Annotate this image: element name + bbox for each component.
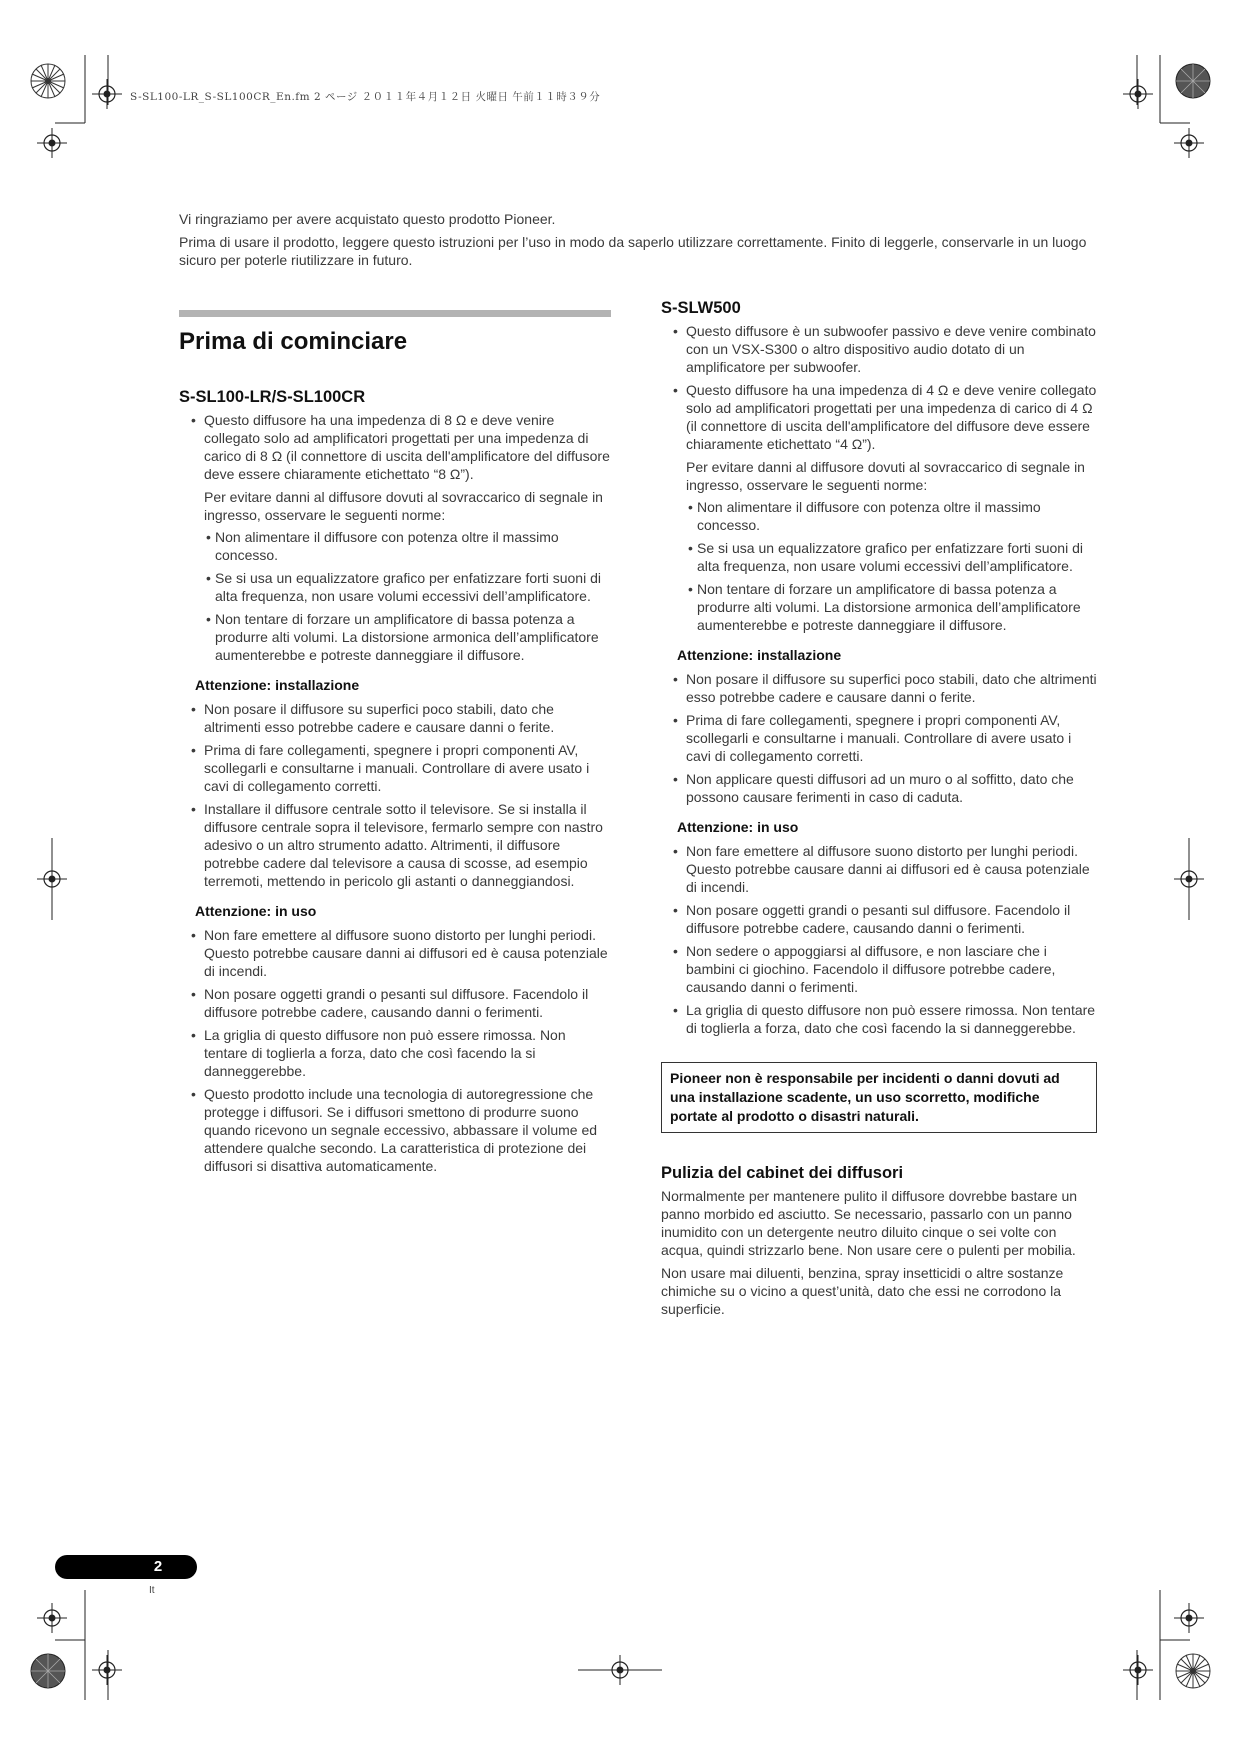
disclaimer-box: Pioneer non è responsabile per incidenti o danni dovuti ad una installazione scadente, un uso scorretto, modifiche portate al prodotto o disastri naturali. bbox=[661, 1062, 1097, 1133]
left-column bbox=[179, 310, 611, 1180]
model-title-sl100: S-SL100-LR/S-SL100CR bbox=[179, 388, 366, 406]
list-item: • Se si usa un equalizzatore grafico per enfatizzare forti suoni di alta frequenza, non usare volumi eccessivi dell’amplificatore. bbox=[204, 569, 611, 605]
install-heading: Attenzione: installazione bbox=[195, 677, 360, 693]
sunburst-mark-bottom-left bbox=[30, 1653, 66, 1689]
list-item: • Non tentare di forzare un amplificatore di bassa potenza a produrre alti volumi. La distorsione armonica dell’amplificatore aumenterebbe e potreste danneggiare il diffusore. bbox=[686, 580, 1097, 634]
registration-mark-bottom-left bbox=[92, 1655, 122, 1685]
right-column bbox=[661, 298, 1097, 1323]
sl100-spec-list bbox=[179, 411, 611, 483]
section-title: Prima di cominciare bbox=[179, 328, 408, 355]
registration-mark-right-upper bbox=[1174, 128, 1204, 158]
list-item: • Non posare oggetti grandi o pesanti sul diffusore. Facendolo il diffusore potrebbe cadere, causando danni o ferimenti. bbox=[661, 901, 1097, 937]
model-title-slw500: S-SLW500 bbox=[661, 299, 741, 317]
registration-mark-top-left bbox=[92, 79, 122, 109]
list-item: • Non fare emettere al diffusore suono distorto per lunghi periodi. Questo potrebbe causare danni ai diffusori ed è causa potenziale di incendi. bbox=[179, 926, 611, 980]
use-heading: Attenzione: in uso bbox=[195, 903, 317, 919]
use-list bbox=[661, 842, 1097, 1037]
install-heading: Attenzione: installazione bbox=[677, 647, 842, 663]
install-list bbox=[179, 700, 611, 890]
list-item: • Questo prodotto include una tecnologia di autoregressione che protegge i diffusori. Se i diffusori smettono di produrre suono quando ricevono un segnale eccessivo, abbassare il volume ed attendere qualche secondo. La caratteristica di protezione dei diffusori si disattiva automaticamente. bbox=[179, 1085, 611, 1175]
use-heading: Attenzione: in uso bbox=[677, 819, 799, 835]
list-item: • Non posare il diffusore su superfici poco stabili, dato che altrimenti esso potrebbe cadere e causare danni o ferite. bbox=[179, 700, 611, 736]
list-item: • Non posare oggetti grandi o pesanti sul diffusore. Facendolo il diffusore potrebbe cadere, causando danni o ferimenti. bbox=[179, 985, 611, 1021]
list-item: • Non alimentare il diffusore con potenza oltre il massimo concesso. bbox=[686, 498, 1097, 534]
list-item: • Installare il diffusore centrale sotto il televisore. Se si installa il diffusore centrale sopra il televisore, fermarlo sempre con nastro adesivo o un altro strumento adatto. Altrimenti, il diffusore potrebbe cadere dal televisore a causa di scosse, ad esempio terremoti, mettendo in pericolo gli astanti o danneggiandosi. bbox=[179, 800, 611, 890]
intro-thanks: Vi ringraziamo per avere acquistato questo prodotto Pioneer. bbox=[179, 211, 556, 227]
section-rule bbox=[179, 310, 611, 317]
list-item: • Non alimentare il diffusore con potenza oltre il massimo concesso. bbox=[204, 528, 611, 564]
impedance-text: Questo diffusore ha una impedenza di 8 Ω e deve venire collegato solo ad amplificatori progettati per una impedenza di carico di 8 Ω (il connettore di uscita dell'amplificatore del diffusore deve essere chiaramente etichettato “8 Ω”). bbox=[204, 412, 610, 482]
cleaning-title: Pulizia del cabinet dei diffusori bbox=[661, 1164, 904, 1182]
overload-note: Per evitare danni al diffusore dovuti al sovraccarico di segnale in ingresso, osservare le seguenti norme: bbox=[204, 489, 603, 523]
crop-line-right-middle bbox=[1188, 838, 1190, 920]
list-item: • La griglia di questo diffusore non può essere rimossa. Non tentare di toglierla a forza, dato che così facendo la si danneggerebbe. bbox=[661, 1001, 1097, 1037]
registration-mark-left-upper bbox=[37, 128, 67, 158]
sunburst-mark-bottom-right bbox=[1175, 1653, 1211, 1689]
install-list bbox=[661, 670, 1097, 806]
list-item: • Non sedere o appoggiarsi al diffusore, e non lasciare che i bambini ci giochino. Facendolo il diffusore potrebbe cadere, causando danni o ferimenti. bbox=[661, 942, 1097, 996]
file-header: S-SL100-LR_S-SL100CR_En.fm 2 ページ ２０１１年４月１２日 火曜日 午前１１時３９分 bbox=[130, 91, 601, 103]
use-list bbox=[179, 926, 611, 1175]
list-item: • Questo diffusore ha una impedenza di 4 Ω e deve venire collegato solo ad amplificatori progettati per una impedenza di carico di 4 Ω (il connettore di uscita dell'amplificatore del diffusore deve essere chiaramente etichettato “4 Ω”). bbox=[661, 381, 1097, 453]
overload-rules bbox=[204, 528, 611, 664]
cleaning-warning: Non usare mai diluenti, benzina, spray insetticidi o altre sostanze chimiche su o vicino a quest’unità, dato che essi ne corrodono la superficie. bbox=[661, 1265, 1064, 1317]
list-item: • Non tentare di forzare un amplificatore di bassa potenza a produrre alti volumi. La distorsione armonica dell’amplificatore aumenterebbe e potreste danneggiare il diffusore. bbox=[204, 610, 611, 664]
page-number: 2 bbox=[153, 1558, 163, 1575]
list-item: • Non fare emettere al diffusore suono distorto per lunghi periodi. Questo potrebbe causare danni ai diffusori ed è causa potenziale di incendi. bbox=[661, 842, 1097, 896]
list-item: • Prima di fare collegamenti, spegnere i propri componenti AV, scollegarli e consultarne i manuali. Controllare di avere usato i cavi di collegamento corretti. bbox=[179, 741, 611, 795]
list-item: • Se si usa un equalizzatore grafico per enfatizzare forti suoni di alta frequenza, non usare volumi eccessivi dell’amplificatore. bbox=[686, 539, 1097, 575]
intro bbox=[179, 210, 1099, 274]
crop-line-left-middle bbox=[51, 838, 53, 920]
overload-rules bbox=[686, 498, 1097, 634]
intro-instructions: Prima di usare il prodotto, leggere questo istruzioni per l’uso in modo da saperlo utilizzare correttamente. Finito di leggerle, conservarle in un luogo sicuro per poterle riutilizzare in futuro. bbox=[179, 234, 1087, 268]
overload-note: Per evitare danni al diffusore dovuti al sovraccarico di segnale in ingresso, osservare le seguenti norme: bbox=[686, 459, 1085, 493]
slw500-spec-list bbox=[661, 322, 1097, 453]
cleaning-paragraph: Normalmente per mantenere pulito il diffusore dovrebbe bastare un panno morbido ed asciutto. Se necessario, passarlo con un panno inumidito con un detergente neutro diluito cinque o sei volte con acqua, quindi strizzarlo bene. Non usare cere o pulenti per mobilia. bbox=[661, 1188, 1078, 1258]
list-item bbox=[179, 411, 611, 483]
list-item: • Prima di fare collegamenti, spegnere i propri componenti AV, scollegarli e consultarne i manuali. Controllare di avere usato i cavi di collegamento corretti. bbox=[661, 711, 1097, 765]
list-item: • Non posare il diffusore su superfici poco stabili, dato che altrimenti esso potrebbe cadere e causare danni o ferite. bbox=[661, 670, 1097, 706]
language-code: It bbox=[149, 1585, 155, 1596]
list-item: • Questo diffusore è un subwoofer passivo e deve venire combinato con un VSX-S300 o altro dispositivo audio dotato di un amplificatore per subwoofer. bbox=[661, 322, 1097, 376]
list-item: • Non applicare questi diffusori ad un muro o al soffitto, dato che possono causare ferimenti in caso di caduta. bbox=[661, 770, 1097, 806]
crop-line-bottom-center bbox=[578, 1669, 662, 1671]
list-item: • La griglia di questo diffusore non può essere rimossa. Non tentare di toglierla a forza, dato che così facendo la si danneggerebbe. bbox=[179, 1026, 611, 1080]
registration-mark-top-right bbox=[1123, 79, 1153, 109]
